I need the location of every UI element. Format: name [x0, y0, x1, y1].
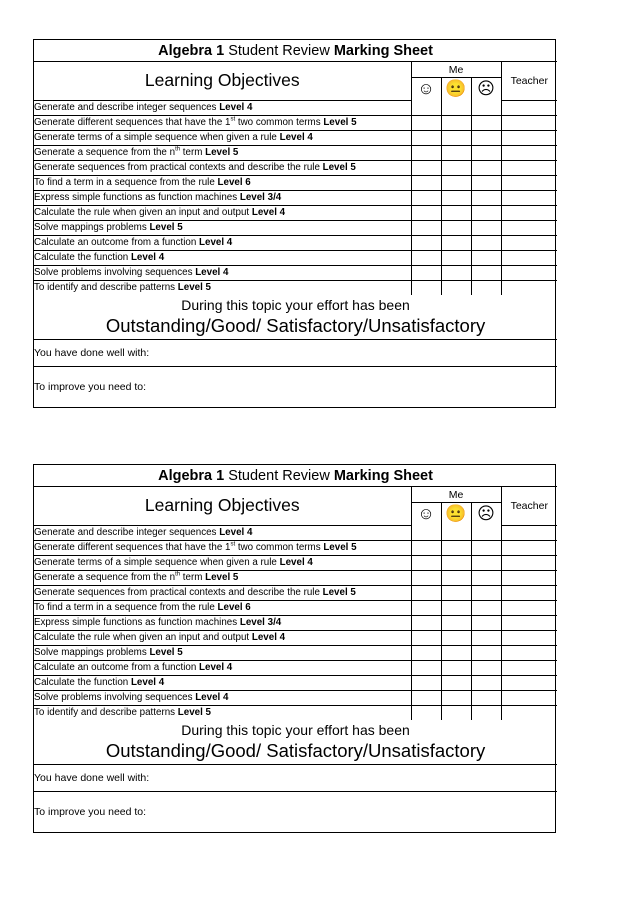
objective-level: Level 3/4 [239, 617, 282, 628]
teacher-checkbox[interactable] [501, 645, 557, 660]
objective-description: Calculate the rule when given an input and output [34, 632, 252, 643]
well-done-field[interactable]: You have done well with: [34, 339, 557, 366]
title-middle: Student Review [224, 42, 334, 59]
title-end: Marking Sheet [333, 42, 433, 59]
me-neutral-checkbox[interactable] [441, 100, 471, 115]
happy-face-icon: ☺ [411, 78, 441, 101]
teacher-checkbox[interactable] [501, 630, 557, 645]
teacher-checkbox[interactable] [501, 220, 557, 235]
objective-row [34, 265, 557, 280]
objective-row [34, 115, 557, 130]
me-neutral-checkbox[interactable] [441, 660, 471, 675]
objective-row [34, 250, 557, 265]
teacher-checkbox[interactable] [501, 600, 557, 615]
objective-level: Level 4 [279, 132, 313, 143]
marking-table [34, 40, 557, 407]
me-sad-checkbox[interactable] [471, 205, 501, 220]
me-sad-checkbox[interactable] [471, 160, 501, 175]
me-neutral-checkbox[interactable] [441, 690, 471, 705]
teacher-checkbox[interactable] [501, 235, 557, 250]
me-neutral-checkbox[interactable] [441, 705, 471, 720]
objective-row [34, 205, 557, 220]
objective-row [34, 220, 557, 235]
objective-description: Calculate the rule when given an input and output [34, 207, 252, 218]
objective-superscript: th [175, 571, 181, 578]
objective-description: Solve problems involving sequences [34, 692, 196, 703]
me-sad-checkbox[interactable] [471, 555, 501, 570]
teacher-checkbox[interactable] [501, 265, 557, 280]
objective-description: Calculate the function [34, 252, 131, 263]
me-happy-checkbox[interactable] [411, 175, 441, 190]
me-happy-checkbox[interactable] [411, 525, 441, 540]
title-subject: Algebra 1 [158, 467, 225, 484]
objective-level: Level 5 [177, 707, 212, 718]
me-happy-checkbox[interactable] [411, 145, 441, 160]
teacher-checkbox[interactable] [501, 175, 557, 190]
objective-text [34, 645, 411, 660]
me-neutral-checkbox[interactable] [441, 115, 471, 130]
objective-text [34, 630, 411, 645]
objective-row [34, 585, 557, 600]
objective-row [34, 705, 557, 720]
teacher-checkbox[interactable] [501, 540, 557, 555]
objective-description-cont: two common terms [235, 117, 324, 128]
objective-row [34, 100, 557, 115]
me-happy-checkbox[interactable] [411, 540, 441, 555]
objective-level: Level 5 [323, 117, 357, 128]
me-header: Me [411, 487, 501, 503]
me-neutral-checkbox[interactable] [441, 555, 471, 570]
objective-description: Generate a sequence from the n [34, 572, 176, 583]
objective-level: Level 5 [322, 162, 356, 173]
me-happy-checkbox[interactable] [411, 130, 441, 145]
effort-section [34, 720, 557, 765]
objective-description-cont: two common terms [235, 542, 324, 553]
objective-level: Level 4 [130, 677, 165, 688]
objective-level: Level 4 [130, 252, 165, 263]
marking-table [34, 465, 557, 832]
teacher-checkbox[interactable] [501, 115, 557, 130]
effort-prompt: During this topic your effort has been [181, 296, 410, 313]
objective-text [34, 525, 411, 540]
objective-description: Solve mappings problems [34, 222, 150, 233]
me-happy-checkbox[interactable] [411, 675, 441, 690]
me-happy-checkbox[interactable] [411, 250, 441, 265]
objective-row [34, 660, 557, 675]
objective-row [34, 645, 557, 660]
objective-description: Generate terms of a simple sequence when given a rule [34, 557, 280, 568]
objective-description: Calculate an outcome from a function [34, 662, 200, 673]
me-happy-checkbox[interactable] [411, 630, 441, 645]
objective-level: Level 4 [199, 237, 233, 248]
me-sad-checkbox[interactable] [471, 220, 501, 235]
me-header: Me [411, 62, 501, 78]
me-happy-checkbox[interactable] [411, 615, 441, 630]
me-neutral-checkbox[interactable] [441, 615, 471, 630]
objective-text [34, 250, 411, 265]
me-sad-checkbox[interactable] [471, 645, 501, 660]
me-happy-checkbox[interactable] [411, 280, 441, 295]
teacher-checkbox[interactable] [501, 100, 557, 115]
objective-level: Level 6 [217, 602, 251, 613]
sad-face-icon: ☹ [471, 503, 501, 526]
teacher-checkbox[interactable] [501, 615, 557, 630]
me-happy-checkbox[interactable] [411, 555, 441, 570]
me-sad-checkbox[interactable] [471, 100, 501, 115]
sheet-title [34, 40, 557, 62]
me-happy-checkbox[interactable] [411, 645, 441, 660]
me-happy-checkbox[interactable] [411, 570, 441, 585]
me-sad-checkbox[interactable] [471, 115, 501, 130]
me-sad-checkbox[interactable] [471, 540, 501, 555]
me-neutral-checkbox[interactable] [441, 585, 471, 600]
me-happy-checkbox[interactable] [411, 115, 441, 130]
objective-row [34, 570, 557, 585]
me-sad-checkbox[interactable] [471, 570, 501, 585]
me-sad-checkbox[interactable] [471, 675, 501, 690]
objective-text [34, 660, 411, 675]
objective-description: Generate a sequence from the n [34, 147, 176, 158]
me-happy-checkbox[interactable] [411, 265, 441, 280]
objective-text [34, 145, 411, 160]
me-sad-checkbox[interactable] [471, 690, 501, 705]
me-neutral-checkbox[interactable] [441, 280, 471, 295]
me-happy-checkbox[interactable] [411, 585, 441, 600]
objective-row [34, 190, 557, 205]
teacher-checkbox[interactable] [501, 160, 557, 175]
sheet-title [34, 465, 557, 487]
teacher-checkbox[interactable] [501, 690, 557, 705]
objective-superscript: th [175, 146, 181, 153]
objective-row [34, 280, 557, 295]
me-neutral-checkbox[interactable] [441, 160, 471, 175]
objective-level: Level 4 [219, 527, 253, 538]
objective-row [34, 525, 557, 540]
objective-description: Solve mappings problems [34, 647, 150, 658]
teacher-checkbox[interactable] [501, 705, 557, 720]
objective-text [34, 705, 411, 720]
objective-text [34, 555, 411, 570]
objective-level: Level 4 [199, 662, 233, 673]
objective-level: Level 5 [149, 222, 183, 233]
title-end: Marking Sheet [333, 467, 433, 484]
me-neutral-checkbox[interactable] [441, 675, 471, 690]
teacher-header: Teacher [501, 487, 557, 526]
teacher-checkbox[interactable] [501, 660, 557, 675]
learning-objectives-header: Learning Objectives [34, 487, 411, 526]
me-happy-checkbox[interactable] [411, 705, 441, 720]
objective-text [34, 190, 411, 205]
me-neutral-checkbox[interactable] [441, 265, 471, 280]
me-sad-checkbox[interactable] [471, 130, 501, 145]
me-neutral-checkbox[interactable] [441, 190, 471, 205]
objective-level: Level 3/4 [239, 192, 282, 203]
objective-description: Solve problems involving sequences [34, 267, 196, 278]
objective-level: Level 4 [195, 267, 229, 278]
me-neutral-checkbox[interactable] [441, 145, 471, 160]
objective-level: Level 4 [219, 102, 253, 113]
me-sad-checkbox[interactable] [471, 250, 501, 265]
well-done-field[interactable]: You have done well with: [34, 764, 557, 791]
objective-text [34, 100, 411, 115]
me-sad-checkbox[interactable] [471, 630, 501, 645]
objective-level: Level 4 [251, 632, 286, 643]
objective-text [34, 220, 411, 235]
objective-level: Level 4 [279, 557, 313, 568]
marking-sheet-bottom [33, 464, 556, 833]
me-neutral-checkbox[interactable] [441, 525, 471, 540]
objective-text [34, 585, 411, 600]
objective-text [34, 600, 411, 615]
objective-level: Level 5 [177, 282, 212, 293]
sad-face-icon: ☹ [471, 78, 501, 101]
teacher-checkbox[interactable] [501, 555, 557, 570]
me-sad-checkbox[interactable] [471, 175, 501, 190]
me-neutral-checkbox[interactable] [441, 235, 471, 250]
objective-row [34, 145, 557, 160]
objective-text [34, 175, 411, 190]
me-neutral-checkbox[interactable] [441, 205, 471, 220]
me-sad-checkbox[interactable] [471, 525, 501, 540]
objective-level: Level 5 [205, 147, 239, 158]
objective-text [34, 160, 411, 175]
teacher-checkbox[interactable] [501, 525, 557, 540]
objective-text [34, 615, 411, 630]
teacher-checkbox[interactable] [501, 675, 557, 690]
title-subject: Algebra 1 [158, 42, 225, 59]
teacher-checkbox[interactable] [501, 280, 557, 295]
teacher-checkbox[interactable] [501, 205, 557, 220]
objective-row [34, 615, 557, 630]
objective-description: Calculate an outcome from a function [34, 237, 200, 248]
objective-row [34, 130, 557, 145]
me-happy-checkbox[interactable] [411, 660, 441, 675]
me-neutral-checkbox[interactable] [441, 600, 471, 615]
objective-description: Generate sequences from practical contexts and describe the rule [34, 587, 323, 598]
improve-field[interactable]: To improve you need to: [34, 366, 557, 407]
objective-text [34, 570, 411, 585]
teacher-checkbox[interactable] [501, 190, 557, 205]
teacher-checkbox[interactable] [501, 570, 557, 585]
me-neutral-checkbox[interactable] [441, 175, 471, 190]
learning-objectives-header: Learning Objectives [34, 62, 411, 101]
neutral-face-icon: 😐 [441, 503, 471, 526]
me-happy-checkbox[interactable] [411, 220, 441, 235]
objective-level: Level 6 [217, 177, 251, 188]
objective-row [34, 630, 557, 645]
objective-superscript: st [230, 116, 236, 123]
me-neutral-checkbox[interactable] [441, 250, 471, 265]
objective-description: Generate and describe integer sequences [34, 102, 220, 113]
objective-row [34, 235, 557, 250]
neutral-face-icon: 😐 [441, 78, 471, 101]
objective-description: Generate sequences from practical contexts and describe the rule [34, 162, 323, 173]
objective-description: Generate different sequences that have the 1 [34, 542, 231, 553]
objective-row [34, 690, 557, 705]
me-happy-checkbox[interactable] [411, 235, 441, 250]
me-sad-checkbox[interactable] [471, 280, 501, 295]
objective-text [34, 280, 411, 295]
objective-row [34, 675, 557, 690]
title-middle: Student Review [224, 467, 334, 484]
marking-sheet-top [33, 39, 556, 408]
me-sad-checkbox[interactable] [471, 600, 501, 615]
me-happy-checkbox[interactable] [411, 160, 441, 175]
me-neutral-checkbox[interactable] [441, 570, 471, 585]
objective-text [34, 235, 411, 250]
objective-description: To find a term in a sequence from the rule [34, 602, 218, 613]
objective-description: Generate terms of a simple sequence when given a rule [34, 132, 280, 143]
objective-superscript: st [230, 541, 236, 548]
objective-description: Express simple functions as function machines [34, 617, 240, 628]
objective-text [34, 205, 411, 220]
objective-description: To find a term in a sequence from the rule [34, 177, 218, 188]
effort-options: Outstanding/Good/ Satisfactory/Unsatisfactory [105, 739, 486, 761]
objective-description-cont: term [180, 147, 206, 158]
me-happy-checkbox[interactable] [411, 100, 441, 115]
me-happy-checkbox[interactable] [411, 600, 441, 615]
objective-level: Level 4 [195, 692, 229, 703]
objective-description: Calculate the function [34, 677, 131, 688]
objective-text [34, 675, 411, 690]
me-sad-checkbox[interactable] [471, 615, 501, 630]
objective-description: Express simple functions as function machines [34, 192, 240, 203]
me-neutral-checkbox[interactable] [441, 540, 471, 555]
effort-options: Outstanding/Good/ Satisfactory/Unsatisfactory [105, 314, 486, 336]
objective-description-cont: term [180, 572, 206, 583]
happy-face-icon: ☺ [411, 503, 441, 526]
me-sad-checkbox[interactable] [471, 265, 501, 280]
me-neutral-checkbox[interactable] [441, 630, 471, 645]
me-sad-checkbox[interactable] [471, 190, 501, 205]
effort-prompt: During this topic your effort has been [181, 721, 410, 738]
objective-text [34, 130, 411, 145]
objective-description: Generate and describe integer sequences [34, 527, 220, 538]
me-happy-checkbox[interactable] [411, 205, 441, 220]
objective-row [34, 540, 557, 555]
objective-level: Level 5 [205, 572, 239, 583]
objective-text [34, 115, 411, 130]
objective-level: Level 4 [251, 207, 286, 218]
me-neutral-checkbox[interactable] [441, 130, 471, 145]
teacher-header: Teacher [501, 62, 557, 101]
objective-row [34, 600, 557, 615]
me-happy-checkbox[interactable] [411, 690, 441, 705]
teacher-checkbox[interactable] [501, 145, 557, 160]
teacher-checkbox[interactable] [501, 250, 557, 265]
objective-level: Level 5 [149, 647, 183, 658]
me-neutral-checkbox[interactable] [441, 645, 471, 660]
objective-description: To identify and describe patterns [34, 282, 178, 293]
teacher-checkbox[interactable] [501, 130, 557, 145]
me-neutral-checkbox[interactable] [441, 220, 471, 235]
effort-section [34, 295, 557, 340]
objective-level: Level 5 [322, 587, 356, 598]
me-sad-checkbox[interactable] [471, 660, 501, 675]
objective-text [34, 540, 411, 555]
improve-field[interactable]: To improve you need to: [34, 791, 557, 832]
objective-row [34, 175, 557, 190]
objective-row [34, 160, 557, 175]
objective-row [34, 555, 557, 570]
objective-text [34, 265, 411, 280]
objective-level: Level 5 [323, 542, 357, 553]
me-sad-checkbox[interactable] [471, 705, 501, 720]
teacher-checkbox[interactable] [501, 585, 557, 600]
objective-description: To identify and describe patterns [34, 707, 178, 718]
objective-description: Generate different sequences that have the 1 [34, 117, 231, 128]
me-sad-checkbox[interactable] [471, 235, 501, 250]
me-sad-checkbox[interactable] [471, 145, 501, 160]
me-happy-checkbox[interactable] [411, 190, 441, 205]
me-sad-checkbox[interactable] [471, 585, 501, 600]
objective-text [34, 690, 411, 705]
